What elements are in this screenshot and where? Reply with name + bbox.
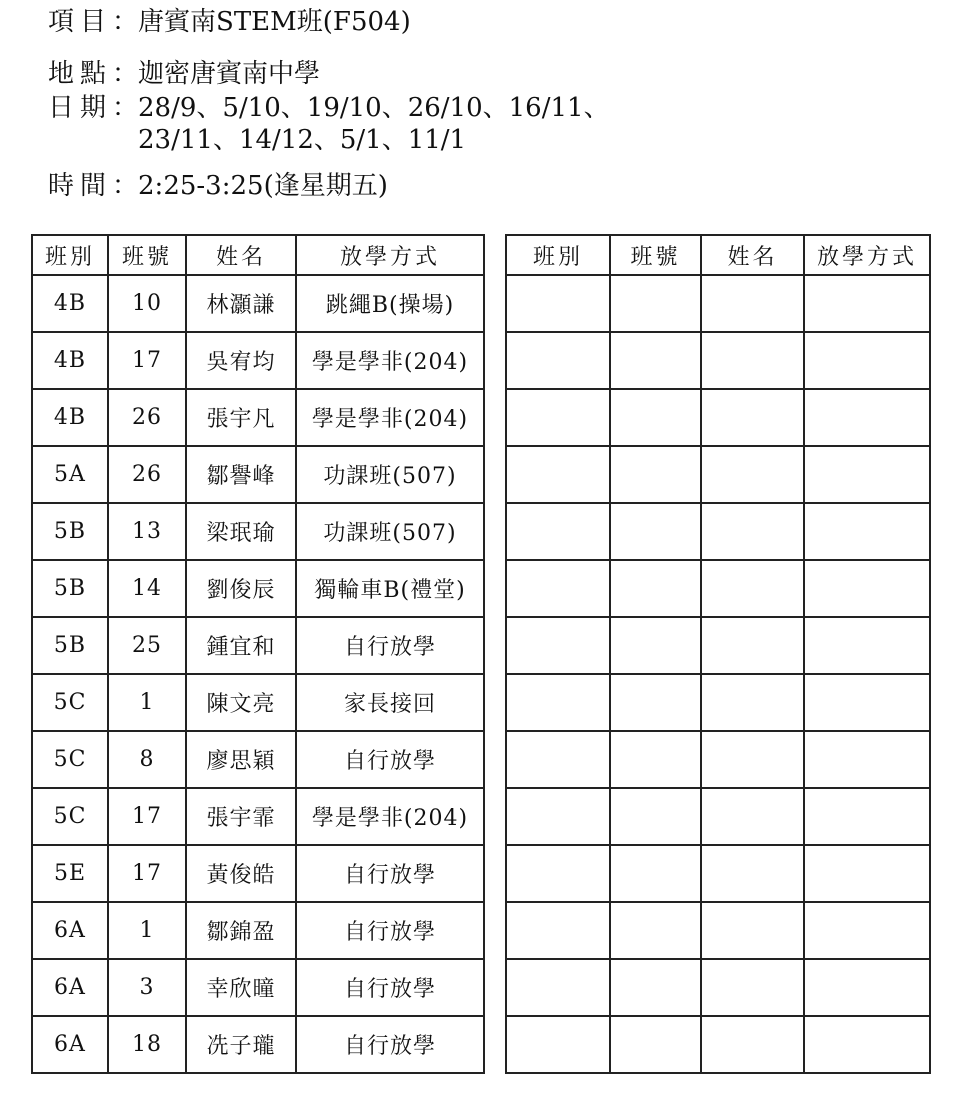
blank-cell-number bbox=[610, 389, 701, 446]
blank-cell-name bbox=[701, 788, 804, 845]
time-label: 時間 bbox=[48, 171, 113, 201]
cell-dismissal: 自行放學 bbox=[296, 959, 484, 1016]
blank-cell-number bbox=[610, 275, 701, 332]
blank-cell-class bbox=[506, 959, 610, 1016]
blank-cell-name bbox=[701, 1016, 804, 1073]
cell-class: 5E bbox=[32, 845, 108, 902]
cell-name: 鍾宜和 bbox=[186, 617, 296, 674]
blank-table-row bbox=[506, 845, 930, 902]
cell-number: 26 bbox=[108, 446, 186, 503]
table-row bbox=[32, 389, 484, 446]
blank-cell-number bbox=[610, 731, 701, 788]
blank-cell-name bbox=[701, 902, 804, 959]
blank-cell-number bbox=[610, 617, 701, 674]
blank-cell-number bbox=[610, 503, 701, 560]
table-row bbox=[32, 902, 484, 959]
blank-table-row bbox=[506, 446, 930, 503]
cell-class: 5A bbox=[32, 446, 108, 503]
blank-cell-number bbox=[610, 560, 701, 617]
cell-name: 鄒譽峰 bbox=[186, 446, 296, 503]
blank-cell-class bbox=[506, 503, 610, 560]
header-name: 姓名 bbox=[701, 235, 804, 275]
blank-cell-class bbox=[506, 845, 610, 902]
time-colon: ： bbox=[112, 171, 139, 201]
location-line bbox=[48, 58, 320, 90]
blank-table-row bbox=[506, 902, 930, 959]
cell-dismissal: 學是學非(204) bbox=[296, 332, 484, 389]
cell-dismissal: 功課班(507) bbox=[296, 446, 484, 503]
dates-value bbox=[138, 92, 610, 156]
blank-cell-dismissal bbox=[804, 1016, 930, 1073]
dates-line-2: 23/11、14/12、5/1、11/1 bbox=[138, 125, 467, 155]
blank-cell-name bbox=[701, 275, 804, 332]
table-row bbox=[32, 731, 484, 788]
cell-number: 1 bbox=[108, 902, 186, 959]
blank-cell-dismissal bbox=[804, 446, 930, 503]
cell-name: 林灝謙 bbox=[186, 275, 296, 332]
dates-label: 日期 bbox=[48, 93, 113, 123]
location-value: 迦密唐賓南中學 bbox=[138, 59, 321, 89]
cell-number: 17 bbox=[108, 788, 186, 845]
time-line bbox=[48, 170, 388, 202]
cell-class: 4B bbox=[32, 332, 108, 389]
header-name: 姓名 bbox=[186, 235, 296, 275]
cell-name: 陳文亮 bbox=[186, 674, 296, 731]
cell-dismissal: 學是學非(204) bbox=[296, 389, 484, 446]
blank-table-row bbox=[506, 617, 930, 674]
cell-class: 6A bbox=[32, 959, 108, 1016]
project-line bbox=[48, 6, 411, 38]
blank-cell-name bbox=[701, 389, 804, 446]
blank-cell-class bbox=[506, 275, 610, 332]
blank-cell-class bbox=[506, 560, 610, 617]
table-row bbox=[32, 275, 484, 332]
dates-colon: ： bbox=[112, 93, 139, 123]
cell-dismissal: 自行放學 bbox=[296, 617, 484, 674]
cell-class: 4B bbox=[32, 275, 108, 332]
header-class: 班別 bbox=[506, 235, 610, 275]
blank-cell-number bbox=[610, 674, 701, 731]
cell-class: 5C bbox=[32, 731, 108, 788]
blank-cell-number bbox=[610, 1016, 701, 1073]
blank-table-row bbox=[506, 674, 930, 731]
header-dismissal: 放學方式 bbox=[296, 235, 484, 275]
dates-line bbox=[48, 92, 610, 156]
table-row bbox=[32, 845, 484, 902]
blank-cell-dismissal bbox=[804, 560, 930, 617]
table-row bbox=[32, 332, 484, 389]
cell-number: 25 bbox=[108, 617, 186, 674]
header-class: 班別 bbox=[32, 235, 108, 275]
cell-dismissal: 自行放學 bbox=[296, 902, 484, 959]
table-row bbox=[32, 560, 484, 617]
blank-cell-dismissal bbox=[804, 617, 930, 674]
cell-name: 劉俊辰 bbox=[186, 560, 296, 617]
cell-number: 18 bbox=[108, 1016, 186, 1073]
cell-name: 梁珉瑜 bbox=[186, 503, 296, 560]
cell-dismissal: 家長接回 bbox=[296, 674, 484, 731]
blank-cell-name bbox=[701, 503, 804, 560]
blank-cell-name bbox=[701, 332, 804, 389]
header-number: 班號 bbox=[610, 235, 701, 275]
location-colon: ： bbox=[112, 59, 139, 89]
dates-line-1: 28/9、5/10、19/10、26/10、16/11、 bbox=[138, 93, 610, 123]
blank-cell-name bbox=[701, 959, 804, 1016]
cell-dismissal: 功課班(507) bbox=[296, 503, 484, 560]
project-colon: ： bbox=[112, 7, 139, 37]
cell-name: 幸欣曈 bbox=[186, 959, 296, 1016]
table-row bbox=[32, 1016, 484, 1073]
cell-dismissal: 自行放學 bbox=[296, 845, 484, 902]
blank-cell-number bbox=[610, 959, 701, 1016]
blank-table-row bbox=[506, 332, 930, 389]
header-number: 班號 bbox=[108, 235, 186, 275]
blank-cell-name bbox=[701, 560, 804, 617]
cell-dismissal: 學是學非(204) bbox=[296, 788, 484, 845]
blank-table-row bbox=[506, 503, 930, 560]
project-label: 項目 bbox=[48, 7, 113, 37]
cell-dismissal: 獨輪車B(禮堂) bbox=[296, 560, 484, 617]
table-row bbox=[32, 503, 484, 560]
blank-cell-class bbox=[506, 674, 610, 731]
cell-class: 5B bbox=[32, 617, 108, 674]
cell-class: 5B bbox=[32, 503, 108, 560]
blank-cell-number bbox=[610, 332, 701, 389]
blank-cell-name bbox=[701, 845, 804, 902]
blank-cell-class bbox=[506, 1016, 610, 1073]
blank-cell-number bbox=[610, 446, 701, 503]
blank-cell-dismissal bbox=[804, 788, 930, 845]
cell-name: 黃俊皓 bbox=[186, 845, 296, 902]
cell-number: 17 bbox=[108, 845, 186, 902]
cell-class: 5C bbox=[32, 674, 108, 731]
blank-cell-dismissal bbox=[804, 332, 930, 389]
blank-roster-table bbox=[505, 234, 931, 1074]
blank-table-row bbox=[506, 959, 930, 1016]
blank-cell-name bbox=[701, 731, 804, 788]
cell-number: 10 bbox=[108, 275, 186, 332]
blank-cell-number bbox=[610, 845, 701, 902]
blank-cell-dismissal bbox=[804, 959, 930, 1016]
blank-cell-name bbox=[701, 674, 804, 731]
blank-cell-class bbox=[506, 332, 610, 389]
blank-cell-class bbox=[506, 731, 610, 788]
blank-table-row bbox=[506, 560, 930, 617]
cell-name: 張宇霏 bbox=[186, 788, 296, 845]
blank-cell-class bbox=[506, 788, 610, 845]
cell-number: 1 bbox=[108, 674, 186, 731]
blank-cell-class bbox=[506, 446, 610, 503]
cell-name: 張宇凡 bbox=[186, 389, 296, 446]
cell-name: 吳宥均 bbox=[186, 332, 296, 389]
student-roster-body bbox=[32, 235, 484, 1073]
location-label: 地點 bbox=[48, 59, 113, 89]
blank-cell-dismissal bbox=[804, 389, 930, 446]
cell-class: 5B bbox=[32, 560, 108, 617]
table-row bbox=[32, 959, 484, 1016]
table-row bbox=[32, 617, 484, 674]
blank-cell-dismissal bbox=[804, 674, 930, 731]
cell-name: 廖思穎 bbox=[186, 731, 296, 788]
table-row bbox=[32, 788, 484, 845]
cell-dismissal: 自行放學 bbox=[296, 731, 484, 788]
cell-number: 13 bbox=[108, 503, 186, 560]
blank-cell-name bbox=[701, 617, 804, 674]
blank-roster-body bbox=[506, 235, 930, 1073]
project-value: 唐賓南STEM班(F504) bbox=[138, 7, 411, 37]
cell-name: 鄒錦盈 bbox=[186, 902, 296, 959]
blank-cell-dismissal bbox=[804, 503, 930, 560]
table-row bbox=[32, 674, 484, 731]
cell-dismissal: 跳繩B(操場) bbox=[296, 275, 484, 332]
cell-name: 冼子瓏 bbox=[186, 1016, 296, 1073]
blank-cell-dismissal bbox=[804, 731, 930, 788]
blank-cell-class bbox=[506, 902, 610, 959]
blank-table-row bbox=[506, 731, 930, 788]
blank-table-row bbox=[506, 389, 930, 446]
cell-class: 6A bbox=[32, 1016, 108, 1073]
cell-class: 6A bbox=[32, 902, 108, 959]
blank-cell-class bbox=[506, 617, 610, 674]
blank-cell-name bbox=[701, 446, 804, 503]
cell-number: 8 bbox=[108, 731, 186, 788]
cell-class: 4B bbox=[32, 389, 108, 446]
cell-number: 26 bbox=[108, 389, 186, 446]
time-value: 2:25-3:25(逢星期五) bbox=[138, 171, 388, 201]
table-row bbox=[32, 446, 484, 503]
cell-number: 14 bbox=[108, 560, 186, 617]
blank-cell-dismissal bbox=[804, 845, 930, 902]
table-header-row bbox=[32, 235, 484, 275]
cell-dismissal: 自行放學 bbox=[296, 1016, 484, 1073]
cell-number: 17 bbox=[108, 332, 186, 389]
blank-cell-dismissal bbox=[804, 902, 930, 959]
student-roster-table bbox=[31, 234, 485, 1074]
cell-number: 3 bbox=[108, 959, 186, 1016]
table-header-row bbox=[506, 235, 930, 275]
blank-cell-number bbox=[610, 902, 701, 959]
blank-cell-dismissal bbox=[804, 275, 930, 332]
blank-table-row bbox=[506, 1016, 930, 1073]
blank-table-row bbox=[506, 788, 930, 845]
blank-cell-number bbox=[610, 788, 701, 845]
cell-class: 5C bbox=[32, 788, 108, 845]
blank-table-row bbox=[506, 275, 930, 332]
header-dismissal: 放學方式 bbox=[804, 235, 930, 275]
blank-cell-class bbox=[506, 389, 610, 446]
